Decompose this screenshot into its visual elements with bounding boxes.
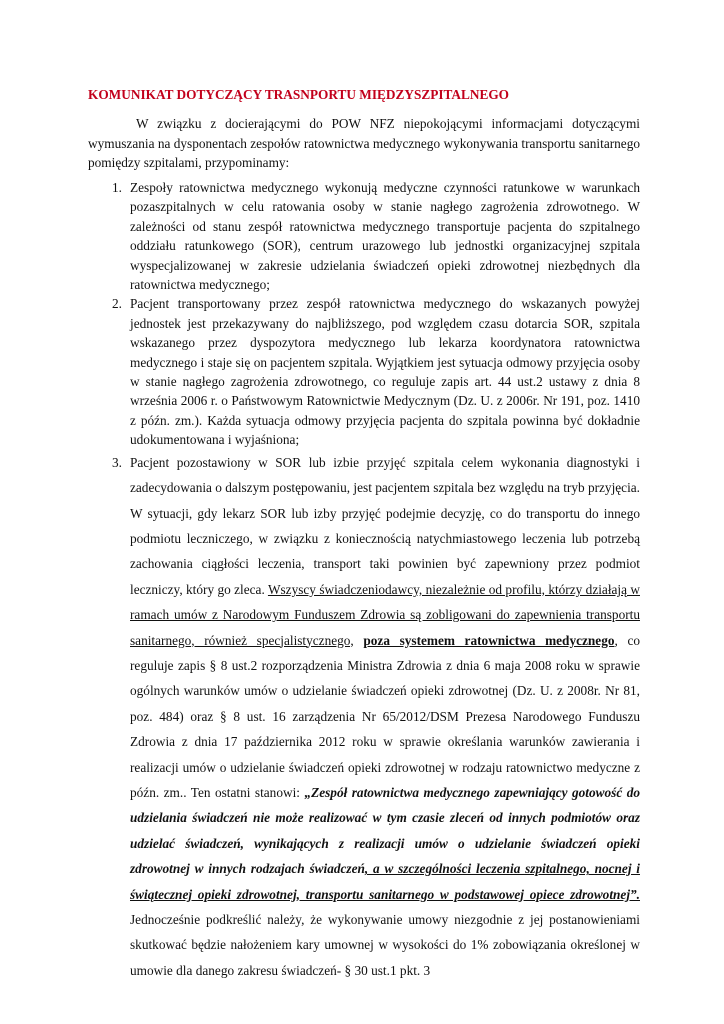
list-item: [88, 294, 640, 449]
quoted-regulation-underlined: , a w szczególności leczenia szpitalnego, nocnej i świątecznej opieki zdrowotnej, transportu sanitarnego w podstawowej opiece zdrowotnej”.: [130, 861, 640, 902]
bold-underlined-text: poza systemem ratownictwa medycznego: [363, 632, 615, 648]
list-item: [88, 178, 640, 294]
document-title: KOMUNIKAT DOTYCZĄCY TRASNPORTU MIĘDZYSZPITALNEGO: [88, 87, 510, 102]
list-item-number: 1.: [112, 180, 122, 195]
list-item-text: Pacjent transportowany przez zespół ratownictwa medycznego do wskazanych powyżej jednostek jest przekazywany do najbliższego, pod względem czasu dotarcia SOR, szpitala wskazanego przez dyspozytora medycznego lub lekarza koordynatora ratownictwa medycznego i staje się on pacjentem szpitala. Wyjątkiem jest sytuacja odmowy przyjęcia osoby w stanie nagłego zagrożenia zdrowotnego, co reguluje zapis art. 44 ust.2 ustawy z dnia 8 września 2006 r. o Państwowym Ratownictwie Medycznym (Dz. U. z 2006r. Nr 191, poz. 1410 z późn. zm.). Każda sytuacja odmowy przyjęcia pacjenta do szpitala powinna być dokładnie udokumentowana i wyjaśniona;: [130, 296, 640, 448]
numbered-list: [88, 178, 640, 983]
penalty-text: Jednocześnie podkreślić należy, że wykonywanie umowy niezgodnie z jej postanowieniami skutkować będzie nałożeniem kary umownej w wysokości do 1% zobowiązania określonej w umowie dla danego zakresu świadczeń- § 30 ust.1 pkt. 3: [130, 912, 640, 978]
underlined-comma: ,: [614, 632, 618, 648]
underlined-text: Wszyscy świadczeniodawcy, niezależnie od profilu, którzy działają w ramach umów z Narodowym Funduszem Zdrowia są zobligowani do zapewnienia transportu sanitarnego, również specjalistycznego,: [130, 581, 640, 648]
intro-paragraph: [88, 114, 640, 173]
list-item-number: 3.: [112, 454, 122, 470]
quoted-regulation-text: „Zespół ratownictwa medycznego zapewniający gotowość do udzielania świadczeń nie może realizować w tym czasie zleceń od innych podmiotów oraz udzielać świadczeń, wynikających z realizacji umów o udzielanie świadczeń opieki zdrowotnej w innych rodzajach świadczeń: [130, 784, 640, 877]
list-item-text: Zespoły ratownictwa medycznego wykonują medyczne czynności ratunkowe w warunkach pozaszpitalnych w celu ratowania osoby w stanie nagłego zagrożenia zdrowotnego. W zależności od stanu zespół ratownictwa medycznego transportuje pacjenta do szpitalnego oddziału ratunkowego (SOR), centrum urazowego lub jednostki organizacyjnej szpitala wyspecjalizowanej w zakresie udzielania świadczeń opieki zdrowotnej niezbędnych dla ratownictwa medycznego;: [130, 180, 640, 293]
list-item: [88, 450, 640, 984]
regulation-text: co reguluje zapis § 8 ust.2 rozporządzenia Ministra Zdrowia z dnia 6 maja 2008 roku w sprawie ogólnych warunków umów o udzielanie świadczeń opieki zdrowotnej (Dz. U. z 2008r. Nr 81, poz. 484) oraz § 8 ust. 16 zarządzenia Nr 65/2012/DSM Prezesa Narodowego Funduszu Zdrowia z dnia 17 października 2012 roku w sprawie określania warunków zawierania i realizacji umów o udzielanie świadczeń opieki zdrowotnej w rodzaju ratownictwo medyczne z późn. zm.. Ten ostatni stanowi:: [130, 632, 640, 800]
list-item-number: 2.: [112, 296, 122, 312]
intro-text: W związku z docierającymi do POW NFZ niepokojącymi informacjami dotyczącymi wymuszania na dysponentach zespołów ratownictwa medycznego wykonywania transportu sanitarnego pomiędzy szpitalami, przypominamy:: [88, 116, 640, 170]
list-item-text: Pacjent pozostawiony w SOR lub izbie przyjęć szpitala celem wykonania diagnostyki i zadecydowania o dalszym postępowaniu, jest pacjentem szpitala bez względu na tryb przyjęcia. W sytuacji, gdy lekarz SOR lub izby przyjęć podejmie decyzję, co do transportu do innego podmiotu leczniczego, w związku z koniecznością natychmiastowego leczenia lub potrzebą zachowania ciągłości leczenia, transport taki powinien być zapewniony przez podmiot leczniczy, który go zleca.: [130, 454, 640, 597]
